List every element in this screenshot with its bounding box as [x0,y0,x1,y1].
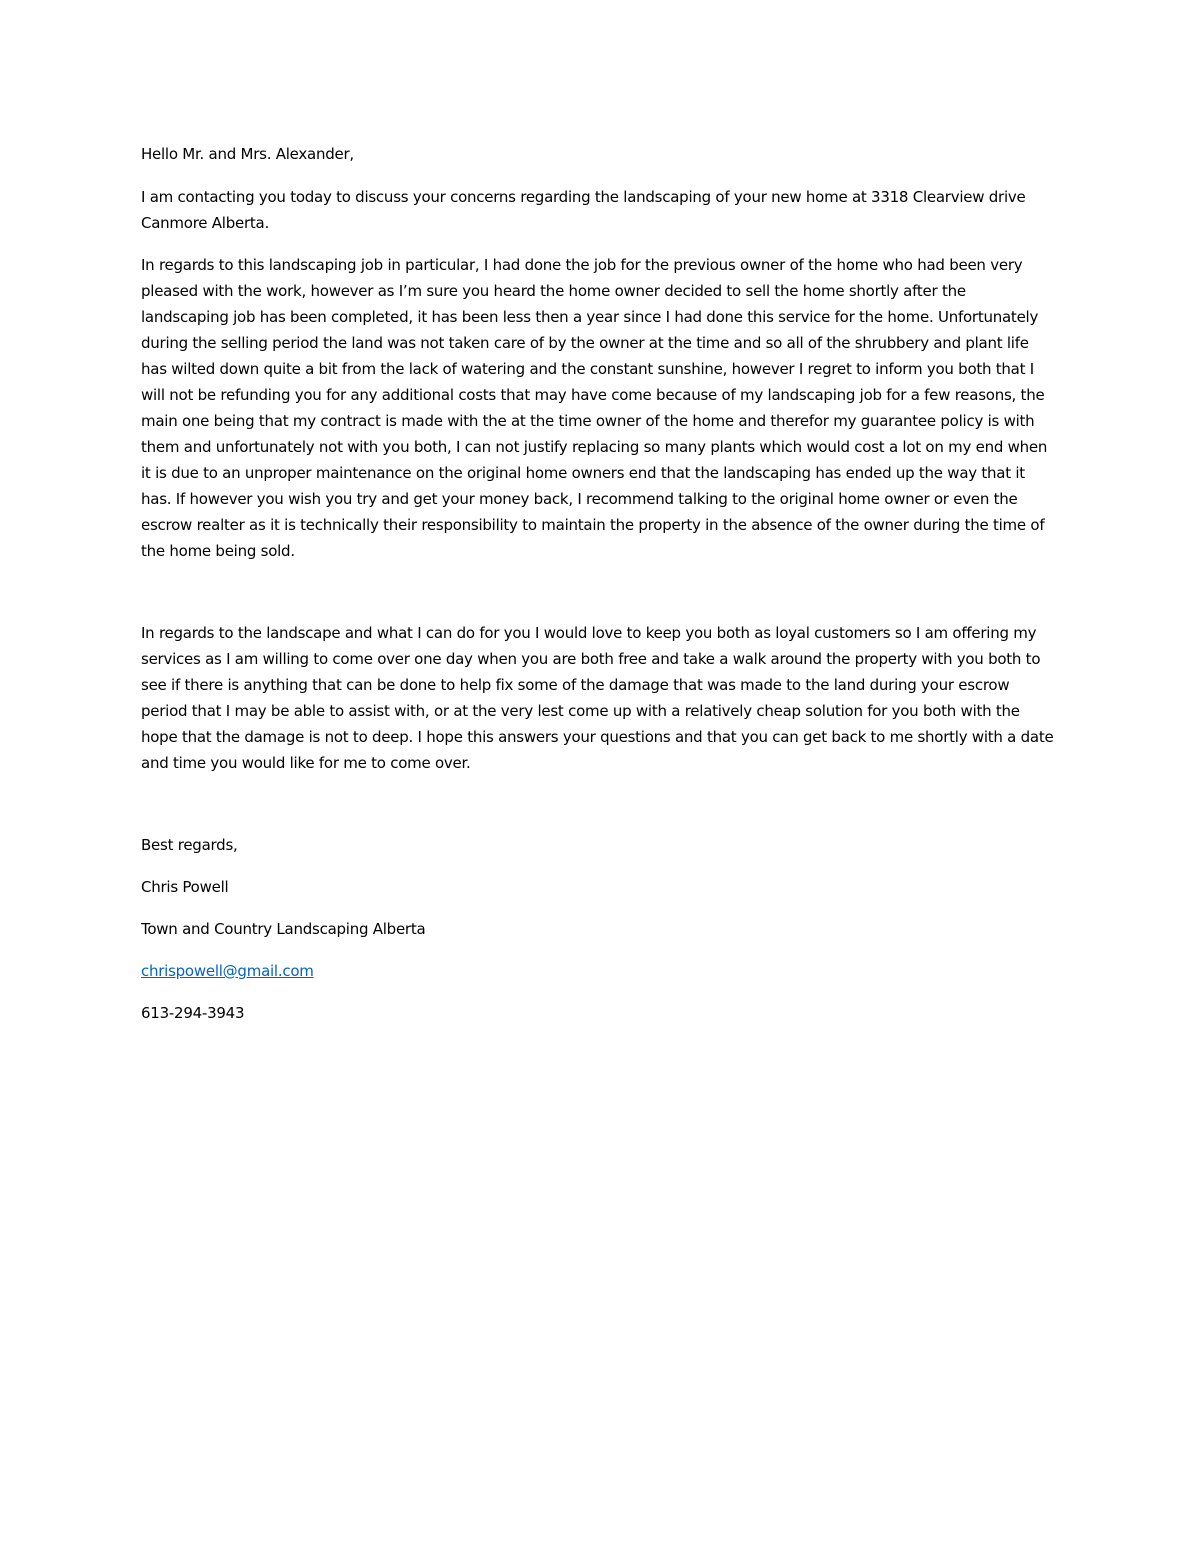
letter-paragraph-2: In regards to the landscape and what I can do for you I would love to keep you both as loyal customers so I am offering my services as I am willing to come over one day when you are both free and take a walk around the property with you both to see if there is anything that can be done to help fix some of the damage that was made to the land during your escrow period that I may be able to assist with, or at the very lest come up with a relatively cheap solution for you both with the hope that the damage is not to deep. I hope this answers your questions and that you can get back to me shortly with a date and time you would like for me to come over. [141,624,1054,772]
signature-email-link[interactable]: chrispowell@gmail.com [141,962,314,980]
letter-greeting: Hello Mr. and Mrs. Alexander, [141,145,354,163]
letter-body [141,141,1057,1026]
signature-email-line [141,958,1057,984]
letter-closing: Best regards, [141,836,238,854]
signature-company: Town and Country Landscaping Alberta [141,920,426,938]
letter-paragraph-1: In regards to this landscaping job in particular, I had done the job for the previous owner of the home who had been very pleased with the work, however as I’m sure you heard the home owner decided to sell the home shortly after the landscaping job has been completed, it has been less then a year since I had done this service for the home. Unfortunately during the selling period the land was not taken care of by the owner at the time and so all of the shrubbery and plant life has wilted down quite a bit from the lack of watering and the constant sunshine, however I regret to inform you both that I will not be refunding you for any additional costs that may have come because of my landscaping job for a few reasons, the main one being that my contract is made with the at the time owner of the home and therefor my guarantee policy is with them and unfortunately not with you both, I can not justify replacing so many plants which would cost a lot on my end when it is due to an unproper maintenance on the original home owners end that the landscaping has ended up the way that it has. If however you wish you try and get your money back, I recommend talking to the original home owner or even the escrow realter as it is technically their responsibility to maintain the property in the absence of the owner during the time of the home being sold. [141,256,1048,560]
letter-intro: I am contacting you today to discuss your concerns regarding the landscaping of your new home at 3318 Clearview drive Canmore Alberta. [141,188,1026,232]
signature-name: Chris Powell [141,878,229,896]
signature-phone: 613-294-3943 [141,1004,245,1022]
